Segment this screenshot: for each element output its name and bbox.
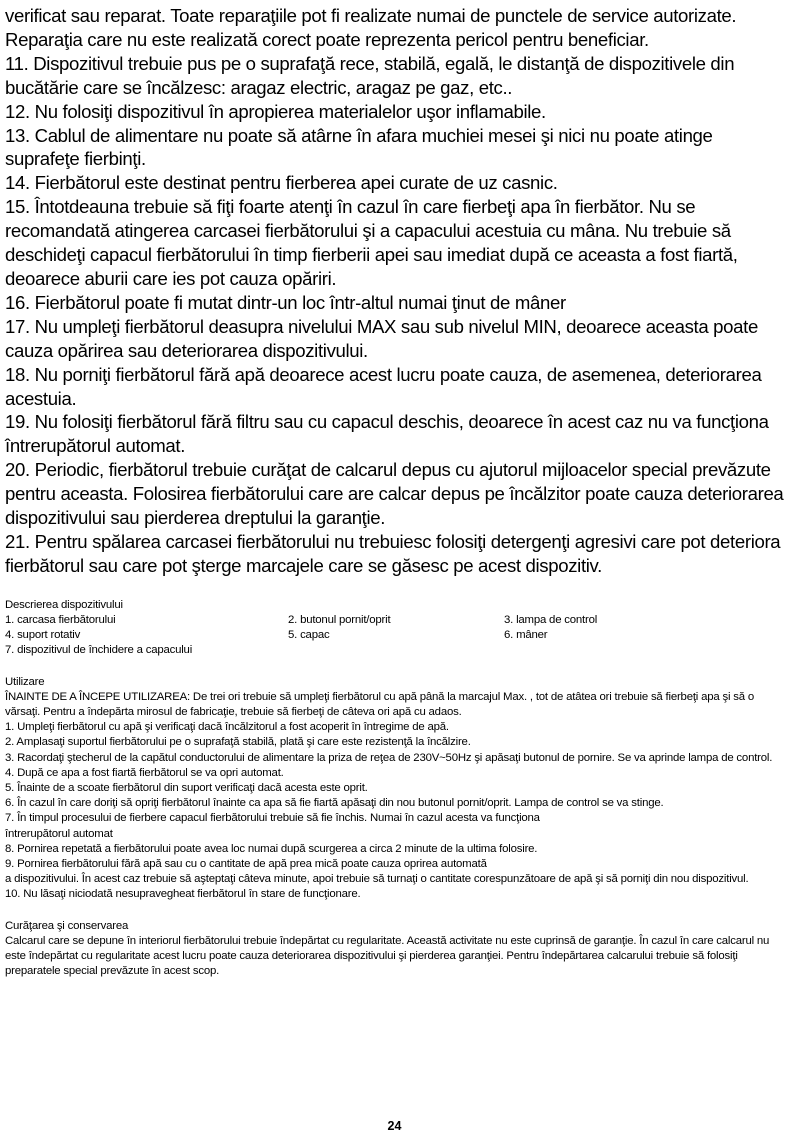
safety-point: 17. Nu umpleţi fierbătorul deasupra nivelului MAX sau sub nivelul MIN, deoarece aceasta poate cauza opărirea sau deteriorarea dispozitivului.: [5, 315, 758, 361]
safety-point: 16. Fierbătorul poate fi mutat dintr-un loc într-altul numai ţinut de mâner: [5, 291, 566, 313]
usage-line: 1. Umpleţi fierbătorul cu apă şi verificaţi dacă încălzitorul a fost acoperit în întregime de apă.: [5, 721, 449, 734]
usage-line: 2. Amplasaţi suportul fierbătorului pe o suprafaţă stabilă, plată şi care este rezistenţă la încălzire.: [5, 736, 471, 749]
usage-line: ÎNAINTE DE A ÎNCEPE UTILIZAREA: De trei ori trebuie să umpleţi fierbătorul cu apă până la marcajul Max. , tot de atâtea ori trebuie să fierbeţi apa şi să o vărsaţi. Pentru a îndepărta mirosul de fabricaţie, trebuie să fierbeţi de câteva ori apă cu adaos.: [5, 690, 754, 718]
cleaning-title: Curăţarea şi conservarea: [5, 919, 129, 932]
usage-line: întrerupătorul automat: [5, 827, 113, 840]
safety-point: 13. Cablul de alimentare nu poate să atârne în afara muchiei mesei şi nici nu poate atinge suprafeţe fierbinţi.: [5, 124, 713, 170]
usage-title: Utilizare: [5, 675, 45, 688]
part-item: 3. lampa de control: [504, 613, 598, 626]
part-item: 7. dispozitivul de închidere a capacului: [5, 644, 193, 657]
safety-point: 20. Periodic, fierbătorul trebuie curăţat de calcarul depus cu ajutorul mijloacelor special prevăzute pentru aceasta. Folosirea fierbătorului care are calcar depus pe încălzitor poate cauza deteriorarea dispozitivului sau pierderea dreptului la garanţie.: [5, 459, 784, 529]
usage-line: a dispozitivului. În acest caz trebuie să aşteptaţi câteva minute, apoi trebuie să turnaţi o cantitate corespunzătoare de apă şi să porniţi din nou dispozitivul.: [5, 873, 749, 886]
usage-line: 9. Pornirea fierbătorului fără apă sau cu o cantitate de apă prea mică poate cauza oprirea automată: [5, 858, 487, 870]
safety-point: 12. Nu folosiţi dispozitivul în apropierea materialelor uşor inflamabile.: [5, 100, 546, 122]
cleaning-section: [5, 919, 785, 980]
part-item: 1. carcasa fierbătorului: [5, 613, 116, 626]
safety-point: 21. Pentru spălarea carcasei fierbătorului nu trebuiesc folosiţi detergenţi agresivi care pot deteriora fierbătorul sau care pot şterge marcajele care se găsesc pe acest dispozitiv.: [5, 530, 781, 576]
parts-list: [5, 613, 785, 659]
safety-point: verificat sau reparat. Toate reparaţiile pot fi realizate numai de punctele de service autorizate. Reparaţia care nu este realizată corect poate reprezenta pericol pentru beneficiar.: [5, 5, 737, 50]
usage-line: 7. În timpul procesului de fierbere capacul fierbătorului trebuie să fie închis. Numai în cazul acesta va funcţiona: [5, 812, 540, 825]
usage-line: 10. Nu lăsaţi niciodată nesupravegheat fierbătorul în stare de funcţionare.: [5, 888, 361, 901]
usage-line: 6. În cazul în care doriţi să opriţi fierbătorul înainte ca apa să fie fiartă apăsaţi din nou butonul pornit/oprit. Lampa de control se va stinge.: [5, 797, 664, 810]
device-description: [5, 598, 785, 659]
page-number: 24: [387, 1119, 402, 1133]
manual-page: [5, 4, 785, 979]
usage-line: 4. După ce apa a fost fiartă fierbătorul se va opri automat.: [5, 766, 284, 779]
safety-point: 18. Nu porniţi fierbătorul fără apă deoarece acest lucru poate cauza, de asemenea, deteriorarea acestuia.: [5, 363, 762, 409]
usage-line: 3. Racordaţi ştecherul de la capătul conductorului de alimentare la priza de reţea de 230V~50Hz şi apăsaţi butonul de pornire. Se va aprinde lampa de control.: [5, 751, 773, 764]
usage-section: [5, 675, 785, 903]
safety-point: 14. Fierbătorul este destinat pentru fierberea apei curate de uz casnic.: [5, 172, 558, 194]
part-item: 5. capac: [288, 629, 330, 642]
safety-point: 19. Nu folosiţi fierbătorul fără filtru sau cu capacul deschis, deoarece în acest caz nu va funcţiona întrerupătorul automat.: [5, 411, 769, 457]
usage-line: 5. Înainte de a scoate fierbătorul din suport verificaţi dacă acesta este oprit.: [5, 781, 368, 794]
part-item: 4. suport rotativ: [5, 629, 81, 642]
cleaning-text: Calcarul care se depune în interiorul fierbătorului trebuie îndepărtat cu regularitate. Această activitate nu este cuprinsă de garanţie. În cazul în care calcarul nu este îndepărtat cu regularitate acest lucru poate cauza deteriorarea dispozitivului şi pierderea garanţiei. Pentru îndepărtarea calcarului trebuie să folosiţi preparatele special prevăzute în acest scop.: [5, 934, 770, 978]
usage-line: 8. Pornirea repetată a fierbătorului poate avea loc numai după scurgerea a circa 2 minute de la ultima folosire.: [5, 842, 538, 855]
safety-point: 15. Întotdeauna trebuie să fiţi foarte atenţi în cazul în care fierbeţi apa în fierbător. Nu se recomandată atingerea carcasei fierbătorului şi a capacului acestuia cu mâna. Nu trebuie să deschideţi capacul fierbătorului în timp fierberii apei sau imediat după ce aceasta a fost fiartă, deoarece aburii care ies pot cauza opăriri.: [5, 196, 738, 289]
safety-instructions: [5, 4, 785, 578]
device-description-title: Descrierea dispozitivului: [5, 598, 123, 611]
part-item: 6. mâner: [504, 629, 548, 642]
safety-point: 11. Dispozitivul trebuie pus pe o suprafaţă rece, stabilă, egală, le distanţă de dispozitivele din bucătărie care se încălzesc: aragaz electric, aragaz pe gaz, etc..: [5, 52, 735, 98]
part-item: 2. butonul pornit/oprit: [288, 613, 391, 626]
